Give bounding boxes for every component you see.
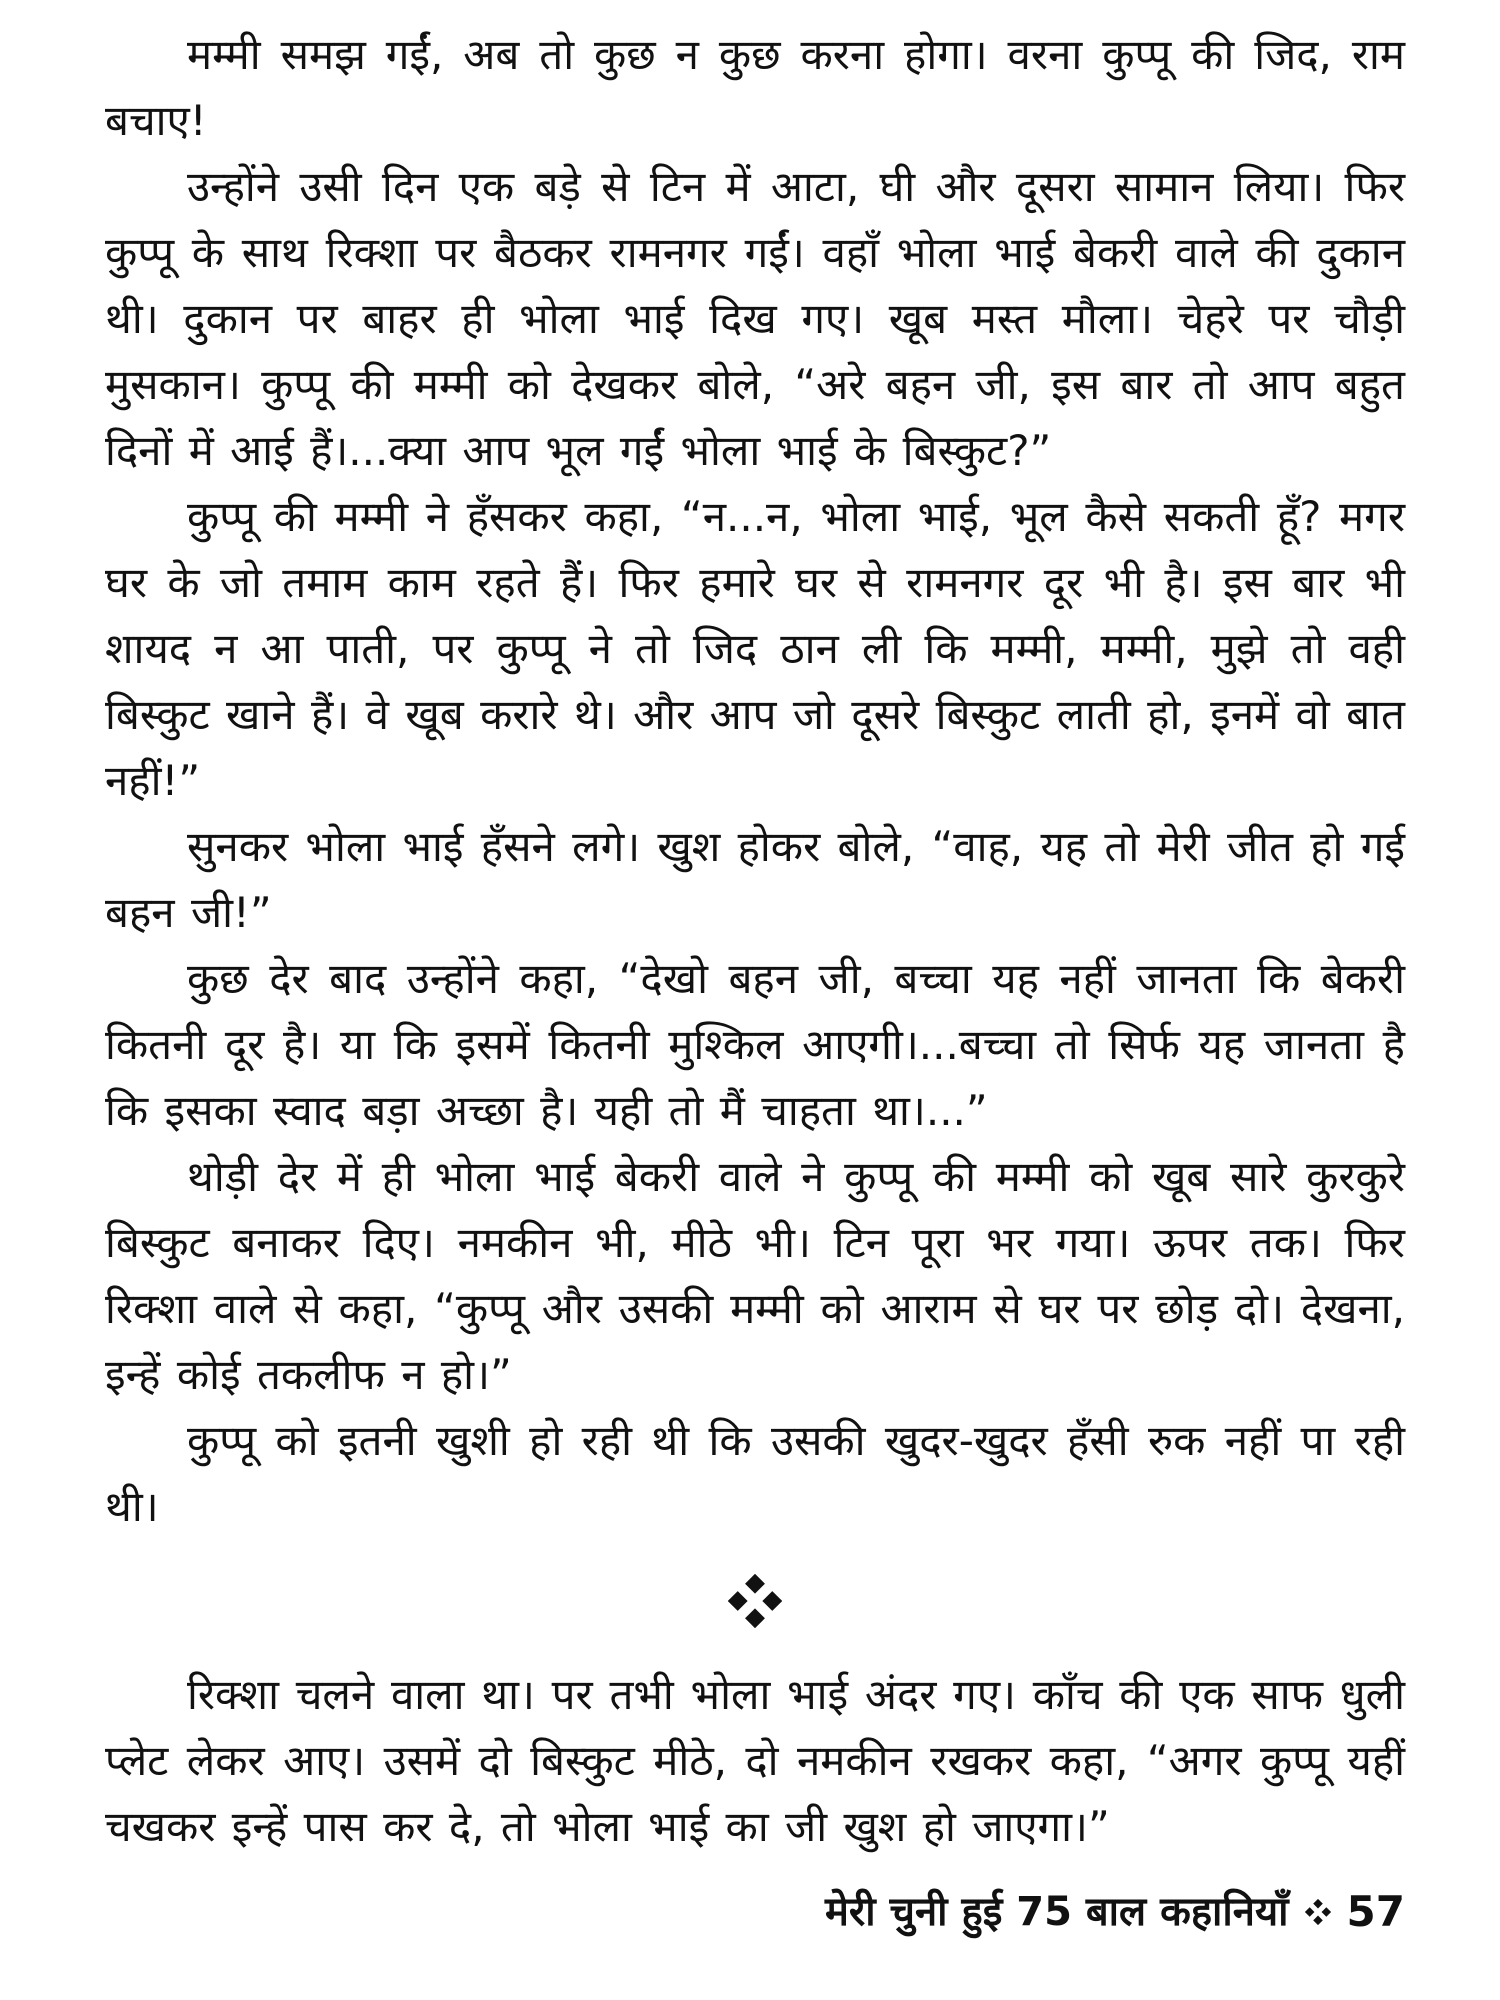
diamond-ornament-icon <box>1305 1899 1331 1925</box>
paragraph: कुछ देर बाद उन्होंने कहा, “देखो बहन जी, बच्चा यह नहीं जानता कि बेकरी कितनी दूर है। या कि इसमें कितनी मुश्किल आएगी।...बच्चा तो सिर्फ यह जानता है कि इसका स्वाद बड़ा अच्छा है। यही तो मैं चाहता था।...” <box>105 954 1405 1135</box>
section-divider <box>105 1540 1405 1662</box>
paragraph: रिक्शा चलने वाला था। पर तभी भोला भाई अंदर गए। काँच की एक साफ धुली प्लेट लेकर आए। उसमें दो बिस्कुट मीठे, दो नमकीन रखकर कहा, “अगर कुप्पू यहीं चखकर इन्हें पास कर दे, तो भोला भाई का जी खुश हो जाएगा।” <box>105 1670 1405 1851</box>
book-title: मेरी चुनी हुई 75 बाल कहानियाँ <box>825 1889 1289 1935</box>
page-number: 57 <box>1346 1887 1405 1936</box>
diamond-ornament-icon <box>728 1574 782 1628</box>
story-section-2 <box>105 1662 1405 1860</box>
paragraph: उन्होंने उसी दिन एक बड़े से टिन में आटा, घी और दूसरा सामान लिया। फिर कुप्पू के साथ रिक्शा पर बैठकर रामनगर गईं। वहाँ भोला भाई बेकरी वाले की दुकान थी। दुकान पर बाहर ही भोला भाई दिख गए। खूब मस्त मौला। चेहरे पर चौड़ी मुसकान। कुप्पू की मम्मी को देखकर बोले, “अरे बहन जी, इस बार तो आप बहुत दिनों में आई हैं।...क्या आप भूल गईं भोला भाई के बिस्कुट?” <box>105 162 1405 475</box>
paragraph: सुनकर भोला भाई हँसने लगे। खुश होकर बोले, “वाह, यह तो मेरी जीत हो गई बहन जी!” <box>105 822 1405 937</box>
paragraph: मम्मी समझ गईं, अब तो कुछ न कुछ करना होगा। वरना कुप्पू की जिद, राम बचाए! <box>105 30 1405 145</box>
page-footer <box>825 1882 1405 1942</box>
story-section-1 <box>105 22 1405 1540</box>
paragraph: कुप्पू को इतनी खुशी हो रही थी कि उसकी खुदर-खुदर हँसी रुक नहीं पा रही थी। <box>105 1416 1405 1531</box>
paragraph: कुप्पू की मम्मी ने हँसकर कहा, “न...न, भोला भाई, भूल कैसे सकती हूँ? मगर घर के जो तमाम काम रहते हैं। फिर हमारे घर से रामनगर दूर भी है। इस बार भी शायद न आ पाती, पर कुप्पू ने तो जिद ठान ली कि मम्मी, मम्मी, मुझे तो वही बिस्कुट खाने हैं। वे खूब करारे थे। और आप जो दूसरे बिस्कुट लाती हो, इनमें वो बात नहीं!” <box>105 492 1405 805</box>
book-page <box>105 22 1405 1982</box>
paragraph: थोड़ी देर में ही भोला भाई बेकरी वाले ने कुप्पू की मम्मी को खूब सारे कुरकुरे बिस्कुट बनाकर दिए। नमकीन भी, मीठे भी। टिन पूरा भर गया। ऊपर तक। फिर रिक्शा वाले से कहा, “कुप्पू और उसकी मम्मी को आराम से घर पर छोड़ दो। देखना, इन्हें कोई तकलीफ न हो।” <box>105 1152 1405 1399</box>
